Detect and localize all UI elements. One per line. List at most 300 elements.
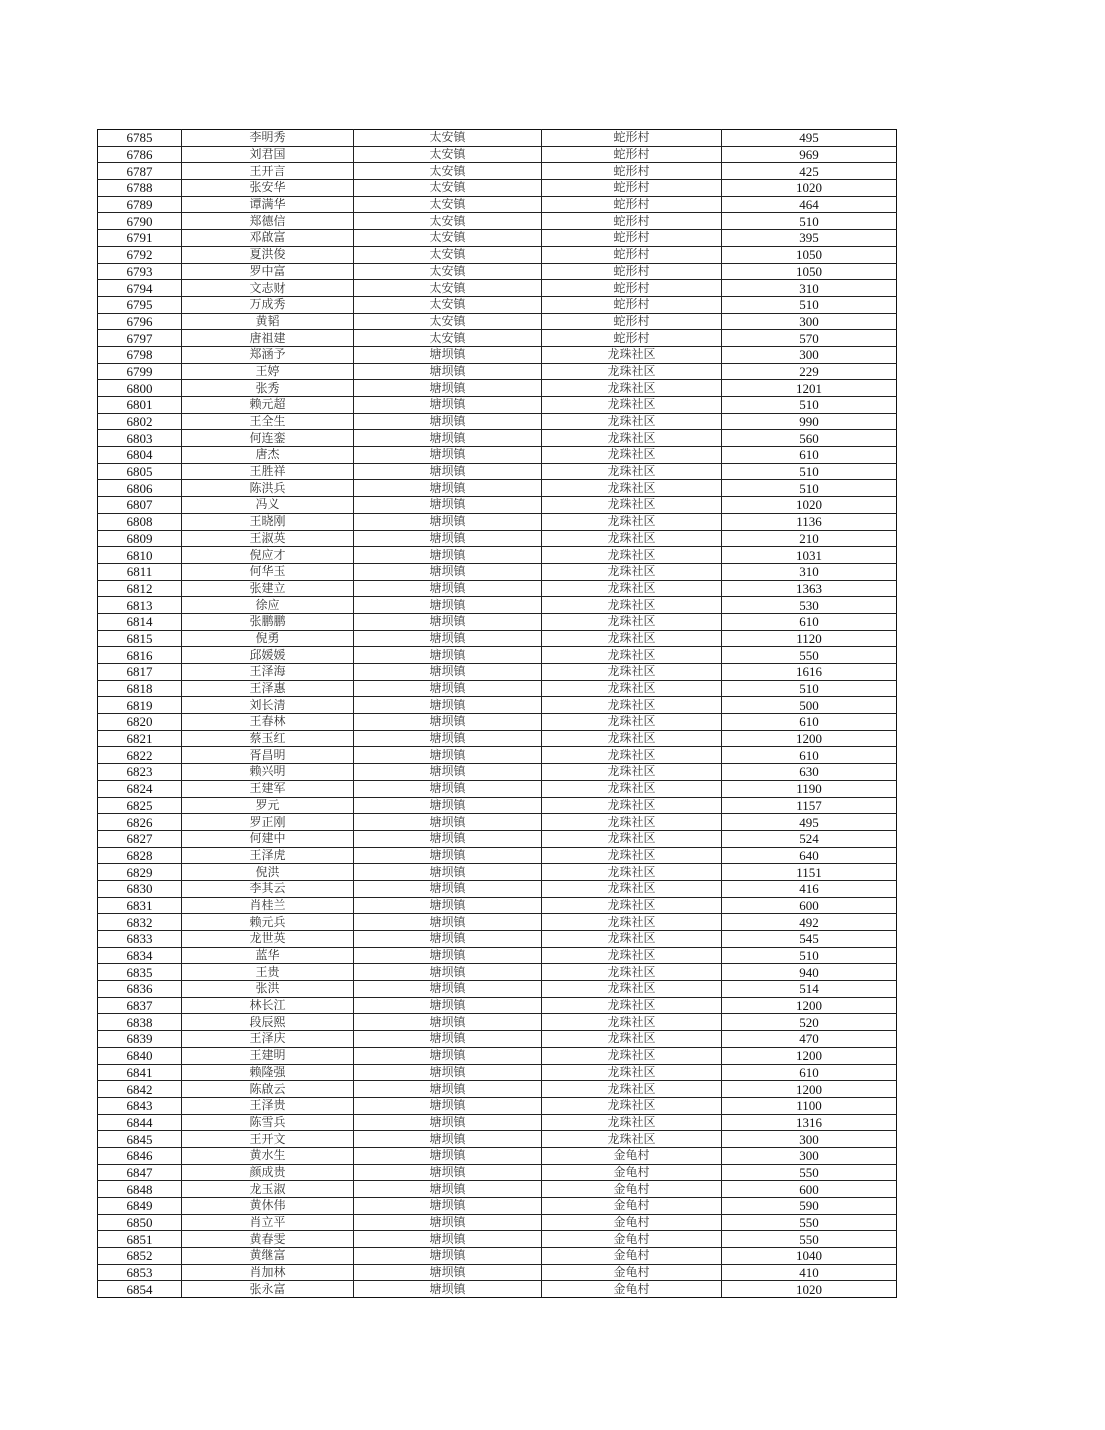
table-row: [98, 547, 897, 564]
town-cell: 塘坝镇: [354, 1198, 542, 1215]
town-cell: 塘坝镇: [354, 1248, 542, 1265]
table-row: [98, 146, 897, 163]
village-cell: 龙珠社区: [542, 864, 722, 881]
amount-cell: 600: [722, 897, 897, 914]
amount-cell: 610: [722, 747, 897, 764]
amount-cell: 310: [722, 280, 897, 297]
amount-cell: 229: [722, 363, 897, 380]
amount-cell: 640: [722, 847, 897, 864]
village-cell: 蛇形村: [542, 180, 722, 197]
name-cell: 唐杰: [182, 447, 354, 464]
amount-cell: 969: [722, 146, 897, 163]
town-cell: 塘坝镇: [354, 1031, 542, 1048]
town-cell: 太安镇: [354, 146, 542, 163]
name-cell: 邓啟富: [182, 230, 354, 247]
name-cell: 肖立平: [182, 1214, 354, 1231]
village-cell: 龙珠社区: [542, 513, 722, 530]
row-number-cell: 6854: [98, 1281, 182, 1298]
town-cell: 塘坝镇: [354, 597, 542, 614]
amount-cell: 395: [722, 230, 897, 247]
amount-cell: 425: [722, 163, 897, 180]
row-number-cell: 6817: [98, 664, 182, 681]
name-cell: 黄水生: [182, 1147, 354, 1164]
name-cell: 倪勇: [182, 630, 354, 647]
name-cell: 徐应: [182, 597, 354, 614]
table-row: [98, 1114, 897, 1131]
town-cell: 塘坝镇: [354, 563, 542, 580]
amount-cell: 550: [722, 1231, 897, 1248]
row-number-cell: 6841: [98, 1064, 182, 1081]
name-cell: 何连銮: [182, 430, 354, 447]
town-cell: 塘坝镇: [354, 363, 542, 380]
village-cell: 蛇形村: [542, 130, 722, 147]
name-cell: 赖隆强: [182, 1064, 354, 1081]
name-cell: 陈雪兵: [182, 1114, 354, 1131]
name-cell: 郑德信: [182, 213, 354, 230]
row-number-cell: 6809: [98, 530, 182, 547]
row-number-cell: 6834: [98, 947, 182, 964]
town-cell: 塘坝镇: [354, 463, 542, 480]
name-cell: 张洪: [182, 981, 354, 998]
table-row: [98, 346, 897, 363]
table-row: [98, 1014, 897, 1031]
row-number-cell: 6816: [98, 647, 182, 664]
town-cell: 塘坝镇: [354, 680, 542, 697]
name-cell: 黄韬: [182, 313, 354, 330]
town-cell: 塘坝镇: [354, 497, 542, 514]
amount-cell: 410: [722, 1264, 897, 1281]
amount-cell: 300: [722, 1147, 897, 1164]
amount-cell: 510: [722, 296, 897, 313]
town-cell: 塘坝镇: [354, 346, 542, 363]
row-number-cell: 6840: [98, 1047, 182, 1064]
village-cell: 蛇形村: [542, 213, 722, 230]
name-cell: 赖元超: [182, 397, 354, 414]
name-cell: 郑涵予: [182, 346, 354, 363]
town-cell: 塘坝镇: [354, 1131, 542, 1148]
village-cell: 龙珠社区: [542, 413, 722, 430]
table-row: [98, 196, 897, 213]
row-number-cell: 6789: [98, 196, 182, 213]
amount-cell: 310: [722, 563, 897, 580]
name-cell: 张建立: [182, 580, 354, 597]
name-cell: 颜成贵: [182, 1164, 354, 1181]
amount-cell: 510: [722, 463, 897, 480]
town-cell: 太安镇: [354, 280, 542, 297]
amount-cell: 550: [722, 1164, 897, 1181]
name-cell: 万成秀: [182, 296, 354, 313]
village-cell: 蛇形村: [542, 196, 722, 213]
table-row: [98, 397, 897, 414]
name-cell: 文志财: [182, 280, 354, 297]
village-cell: 蛇形村: [542, 280, 722, 297]
village-cell: 龙珠社区: [542, 447, 722, 464]
name-cell: 龙玉淑: [182, 1181, 354, 1198]
amount-cell: 524: [722, 830, 897, 847]
amount-cell: 510: [722, 680, 897, 697]
table-row: [98, 797, 897, 814]
amount-cell: 1136: [722, 513, 897, 530]
row-number-cell: 6801: [98, 397, 182, 414]
table-row: [98, 530, 897, 547]
town-cell: 塘坝镇: [354, 864, 542, 881]
table-row: [98, 897, 897, 914]
amount-cell: 416: [722, 880, 897, 897]
village-cell: 龙珠社区: [542, 880, 722, 897]
town-cell: 塘坝镇: [354, 1014, 542, 1031]
table-row: [98, 714, 897, 731]
table-row: [98, 1131, 897, 1148]
village-cell: 龙珠社区: [542, 847, 722, 864]
name-cell: 林长江: [182, 997, 354, 1014]
town-cell: 塘坝镇: [354, 630, 542, 647]
table-row: [98, 630, 897, 647]
amount-cell: 610: [722, 447, 897, 464]
name-cell: 赖元兵: [182, 914, 354, 931]
row-number-cell: 6828: [98, 847, 182, 864]
town-cell: 塘坝镇: [354, 797, 542, 814]
town-cell: 塘坝镇: [354, 397, 542, 414]
row-number-cell: 6843: [98, 1097, 182, 1114]
name-cell: 王泽海: [182, 664, 354, 681]
table-row: [98, 964, 897, 981]
name-cell: 倪洪: [182, 864, 354, 881]
town-cell: 塘坝镇: [354, 1281, 542, 1298]
name-cell: 张安华: [182, 180, 354, 197]
village-cell: 龙珠社区: [542, 647, 722, 664]
table-row: [98, 580, 897, 597]
row-number-cell: 6808: [98, 513, 182, 530]
town-cell: 塘坝镇: [354, 647, 542, 664]
table-row: [98, 997, 897, 1014]
town-cell: 太安镇: [354, 313, 542, 330]
name-cell: 蔡玉红: [182, 730, 354, 747]
village-cell: 龙珠社区: [542, 580, 722, 597]
name-cell: 黄继富: [182, 1248, 354, 1265]
village-cell: 龙珠社区: [542, 1131, 722, 1148]
name-cell: 张秀: [182, 380, 354, 397]
town-cell: 塘坝镇: [354, 1214, 542, 1231]
amount-cell: 510: [722, 213, 897, 230]
row-number-cell: 6806: [98, 480, 182, 497]
amount-cell: 510: [722, 480, 897, 497]
village-cell: 龙珠社区: [542, 1064, 722, 1081]
village-cell: 龙珠社区: [542, 997, 722, 1014]
village-cell: 龙珠社区: [542, 430, 722, 447]
village-cell: 龙珠社区: [542, 814, 722, 831]
amount-cell: 1050: [722, 263, 897, 280]
town-cell: 塘坝镇: [354, 830, 542, 847]
row-number-cell: 6838: [98, 1014, 182, 1031]
amount-cell: 495: [722, 814, 897, 831]
name-cell: 黄休伟: [182, 1198, 354, 1215]
table-row: [98, 847, 897, 864]
row-number-cell: 6791: [98, 230, 182, 247]
village-cell: 金龟村: [542, 1164, 722, 1181]
town-cell: 塘坝镇: [354, 931, 542, 948]
table-row: [98, 213, 897, 230]
village-cell: 蛇形村: [542, 230, 722, 247]
amount-cell: 610: [722, 613, 897, 630]
name-cell: 夏洪俊: [182, 246, 354, 263]
name-cell: 王泽庆: [182, 1031, 354, 1048]
town-cell: 塘坝镇: [354, 1114, 542, 1131]
village-cell: 蛇形村: [542, 313, 722, 330]
village-cell: 蛇形村: [542, 246, 722, 263]
table-row: [98, 380, 897, 397]
row-number-cell: 6821: [98, 730, 182, 747]
name-cell: 刘长清: [182, 697, 354, 714]
row-number-cell: 6794: [98, 280, 182, 297]
name-cell: 罗正刚: [182, 814, 354, 831]
town-cell: 塘坝镇: [354, 413, 542, 430]
town-cell: 塘坝镇: [354, 1047, 542, 1064]
amount-cell: 300: [722, 1131, 897, 1148]
name-cell: 倪应才: [182, 547, 354, 564]
town-cell: 塘坝镇: [354, 847, 542, 864]
village-cell: 龙珠社区: [542, 780, 722, 797]
village-cell: 金龟村: [542, 1231, 722, 1248]
town-cell: 塘坝镇: [354, 1081, 542, 1098]
town-cell: 太安镇: [354, 246, 542, 263]
table-row: [98, 1147, 897, 1164]
table-row: [98, 613, 897, 630]
amount-cell: 1020: [722, 180, 897, 197]
town-cell: 塘坝镇: [354, 1231, 542, 1248]
name-cell: 王开言: [182, 163, 354, 180]
table-row: [98, 1181, 897, 1198]
table-row: [98, 1264, 897, 1281]
town-cell: 塘坝镇: [354, 714, 542, 731]
row-number-cell: 6827: [98, 830, 182, 847]
table-row: [98, 764, 897, 781]
name-cell: 冯义: [182, 497, 354, 514]
amount-cell: 550: [722, 1214, 897, 1231]
row-number-cell: 6792: [98, 246, 182, 263]
table-row: [98, 263, 897, 280]
row-number-cell: 6811: [98, 563, 182, 580]
table-row: [98, 1214, 897, 1231]
village-cell: 龙珠社区: [542, 1097, 722, 1114]
table-row: [98, 1281, 897, 1298]
name-cell: 谭满华: [182, 196, 354, 213]
amount-cell: 492: [722, 914, 897, 931]
village-cell: 龙珠社区: [542, 697, 722, 714]
amount-cell: 495: [722, 130, 897, 147]
village-cell: 龙珠社区: [542, 981, 722, 998]
row-number-cell: 6786: [98, 146, 182, 163]
row-number-cell: 6849: [98, 1198, 182, 1215]
amount-cell: 630: [722, 764, 897, 781]
town-cell: 塘坝镇: [354, 747, 542, 764]
row-number-cell: 6833: [98, 931, 182, 948]
row-number-cell: 6799: [98, 363, 182, 380]
village-cell: 蛇形村: [542, 163, 722, 180]
town-cell: 太安镇: [354, 213, 542, 230]
table-row: [98, 363, 897, 380]
name-cell: 刘君国: [182, 146, 354, 163]
row-number-cell: 6795: [98, 296, 182, 313]
name-cell: 陈啟云: [182, 1081, 354, 1098]
village-cell: 龙珠社区: [542, 964, 722, 981]
table-row: [98, 597, 897, 614]
row-number-cell: 6848: [98, 1181, 182, 1198]
amount-cell: 1200: [722, 997, 897, 1014]
table-row: [98, 1231, 897, 1248]
row-number-cell: 6824: [98, 780, 182, 797]
row-number-cell: 6798: [98, 346, 182, 363]
row-number-cell: 6788: [98, 180, 182, 197]
town-cell: 塘坝镇: [354, 380, 542, 397]
row-number-cell: 6823: [98, 764, 182, 781]
village-cell: 蛇形村: [542, 296, 722, 313]
village-cell: 龙珠社区: [542, 914, 722, 931]
name-cell: 张鹏鹏: [182, 613, 354, 630]
table-row: [98, 747, 897, 764]
name-cell: 何建中: [182, 830, 354, 847]
name-cell: 李明秀: [182, 130, 354, 147]
table-row: [98, 814, 897, 831]
amount-cell: 1050: [722, 246, 897, 263]
row-number-cell: 6785: [98, 130, 182, 147]
amount-cell: 610: [722, 1064, 897, 1081]
town-cell: 塘坝镇: [354, 997, 542, 1014]
table-row: [98, 563, 897, 580]
amount-cell: 990: [722, 413, 897, 430]
amount-cell: 1020: [722, 1281, 897, 1298]
name-cell: 唐祖建: [182, 330, 354, 347]
table-row: [98, 730, 897, 747]
town-cell: 塘坝镇: [354, 1264, 542, 1281]
table-row: [98, 330, 897, 347]
table-row: [98, 697, 897, 714]
name-cell: 罗元: [182, 797, 354, 814]
row-number-cell: 6793: [98, 263, 182, 280]
name-cell: 王淑英: [182, 530, 354, 547]
name-cell: 蓝华: [182, 947, 354, 964]
name-cell: 肖加林: [182, 1264, 354, 1281]
row-number-cell: 6787: [98, 163, 182, 180]
village-cell: 龙珠社区: [542, 380, 722, 397]
amount-cell: 500: [722, 697, 897, 714]
amount-cell: 1200: [722, 1081, 897, 1098]
village-cell: 龙珠社区: [542, 830, 722, 847]
town-cell: 塘坝镇: [354, 897, 542, 914]
table-row: [98, 413, 897, 430]
row-number-cell: 6852: [98, 1248, 182, 1265]
amount-cell: 210: [722, 530, 897, 547]
name-cell: 王婷: [182, 363, 354, 380]
town-cell: 塘坝镇: [354, 580, 542, 597]
table-body: [98, 130, 897, 1298]
town-cell: 塘坝镇: [354, 1097, 542, 1114]
name-cell: 王泽虎: [182, 847, 354, 864]
amount-cell: 545: [722, 931, 897, 948]
town-cell: 塘坝镇: [354, 1164, 542, 1181]
village-cell: 龙珠社区: [542, 747, 722, 764]
town-cell: 塘坝镇: [354, 480, 542, 497]
table-row: [98, 513, 897, 530]
amount-cell: 510: [722, 947, 897, 964]
table-row: [98, 130, 897, 147]
town-cell: 太安镇: [354, 180, 542, 197]
amount-cell: 300: [722, 346, 897, 363]
row-number-cell: 6851: [98, 1231, 182, 1248]
amount-cell: 1190: [722, 780, 897, 797]
table-row: [98, 1198, 897, 1215]
town-cell: 太安镇: [354, 263, 542, 280]
name-cell: 黄春雯: [182, 1231, 354, 1248]
village-cell: 龙珠社区: [542, 1114, 722, 1131]
name-cell: 肖桂兰: [182, 897, 354, 914]
village-cell: 蛇形村: [542, 263, 722, 280]
row-number-cell: 6796: [98, 313, 182, 330]
village-cell: 龙珠社区: [542, 346, 722, 363]
table-row: [98, 880, 897, 897]
town-cell: 塘坝镇: [354, 1181, 542, 1198]
table-row: [98, 780, 897, 797]
row-number-cell: 6815: [98, 630, 182, 647]
village-cell: 龙珠社区: [542, 931, 722, 948]
town-cell: 塘坝镇: [354, 1147, 542, 1164]
village-cell: 龙珠社区: [542, 1014, 722, 1031]
village-cell: 金龟村: [542, 1198, 722, 1215]
row-number-cell: 6835: [98, 964, 182, 981]
amount-cell: 470: [722, 1031, 897, 1048]
table-row: [98, 1097, 897, 1114]
town-cell: 塘坝镇: [354, 547, 542, 564]
amount-cell: 550: [722, 647, 897, 664]
village-cell: 龙珠社区: [542, 897, 722, 914]
table-row: [98, 447, 897, 464]
village-cell: 龙珠社区: [542, 664, 722, 681]
table-row: [98, 180, 897, 197]
amount-cell: 514: [722, 981, 897, 998]
amount-cell: 300: [722, 313, 897, 330]
amount-cell: 600: [722, 1181, 897, 1198]
town-cell: 太安镇: [354, 196, 542, 213]
town-cell: 塘坝镇: [354, 764, 542, 781]
table-row: [98, 864, 897, 881]
table-row: [98, 1047, 897, 1064]
row-number-cell: 6836: [98, 981, 182, 998]
name-cell: 王泽惠: [182, 680, 354, 697]
row-number-cell: 6818: [98, 680, 182, 697]
village-cell: 金龟村: [542, 1264, 722, 1281]
table-row: [98, 914, 897, 931]
amount-cell: 1100: [722, 1097, 897, 1114]
village-cell: 蛇形村: [542, 330, 722, 347]
row-number-cell: 6820: [98, 714, 182, 731]
village-cell: 龙珠社区: [542, 397, 722, 414]
name-cell: 龙世英: [182, 931, 354, 948]
table-row: [98, 664, 897, 681]
village-cell: 龙珠社区: [542, 1031, 722, 1048]
row-number-cell: 6810: [98, 547, 182, 564]
town-cell: 塘坝镇: [354, 880, 542, 897]
name-cell: 李其云: [182, 880, 354, 897]
village-cell: 龙珠社区: [542, 480, 722, 497]
row-number-cell: 6819: [98, 697, 182, 714]
amount-cell: 1040: [722, 1248, 897, 1265]
amount-cell: 570: [722, 330, 897, 347]
village-cell: 金龟村: [542, 1147, 722, 1164]
table-row: [98, 463, 897, 480]
amount-cell: 1316: [722, 1114, 897, 1131]
village-cell: 龙珠社区: [542, 563, 722, 580]
amount-cell: 1157: [722, 797, 897, 814]
village-cell: 龙珠社区: [542, 1081, 722, 1098]
